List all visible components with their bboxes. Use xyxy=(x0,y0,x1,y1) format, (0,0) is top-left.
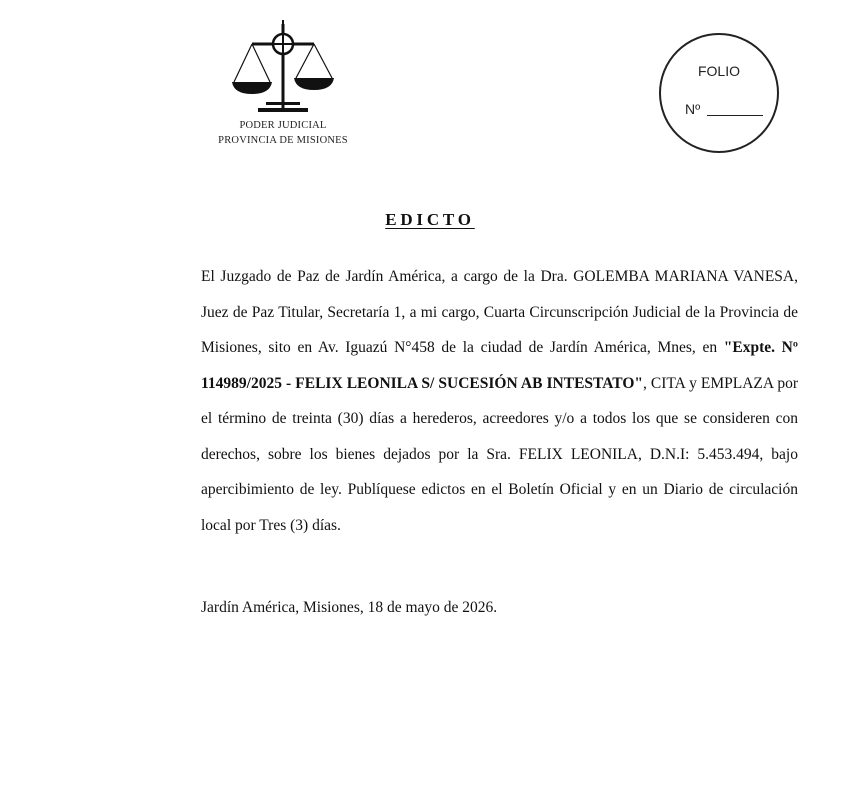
edict-body xyxy=(201,259,798,543)
logo-text-provincia: PROVINCIA DE MISIONES xyxy=(218,135,348,146)
document-title: EDICTO xyxy=(385,210,475,229)
edict-body-part2: , CITA y EMPLAZA por el término de treinta (30) días a herederos, acreedores y/o a todos los que se consideren con derechos, sobre los bienes dejados por la Sra. FELIX LEONILA, D.N.I: 5.453.494, bajo apercibimiento de ley. Publíquese edictos en el Boletín Oficial y en un Diario de circulación local por Tres (3) días. xyxy=(201,374,798,534)
court-logo xyxy=(212,20,354,155)
folio-stamp xyxy=(659,33,779,153)
scales-of-justice-icon xyxy=(226,20,340,120)
folio-number-blank xyxy=(707,115,763,116)
case-reference: "Expte. Nº 114989/2025 - FELIX LEONILA S/ SUCESIÓN AB INTESTATO" xyxy=(201,339,798,392)
folio-number-label: Nº xyxy=(685,101,701,117)
place-and-date: Jardín América, Misiones, 18 de mayo de 2026. xyxy=(201,599,498,616)
folio-label: FOLIO xyxy=(697,63,740,79)
logo-text-poder-judicial: PODER JUDICIAL xyxy=(239,120,327,131)
edict-body-part1: El Juzgado de Paz de Jardín América, a cargo de la Dra. GOLEMBA MARIANA VANESA, Juez de Paz Titular, Secretaría 1, a mi cargo, Cuarta Circunscripción Judicial de la Provincia de Misiones, sito en Av. Iguazú N°458 de la ciudad de Jardín América, Mnes, en xyxy=(201,268,798,356)
